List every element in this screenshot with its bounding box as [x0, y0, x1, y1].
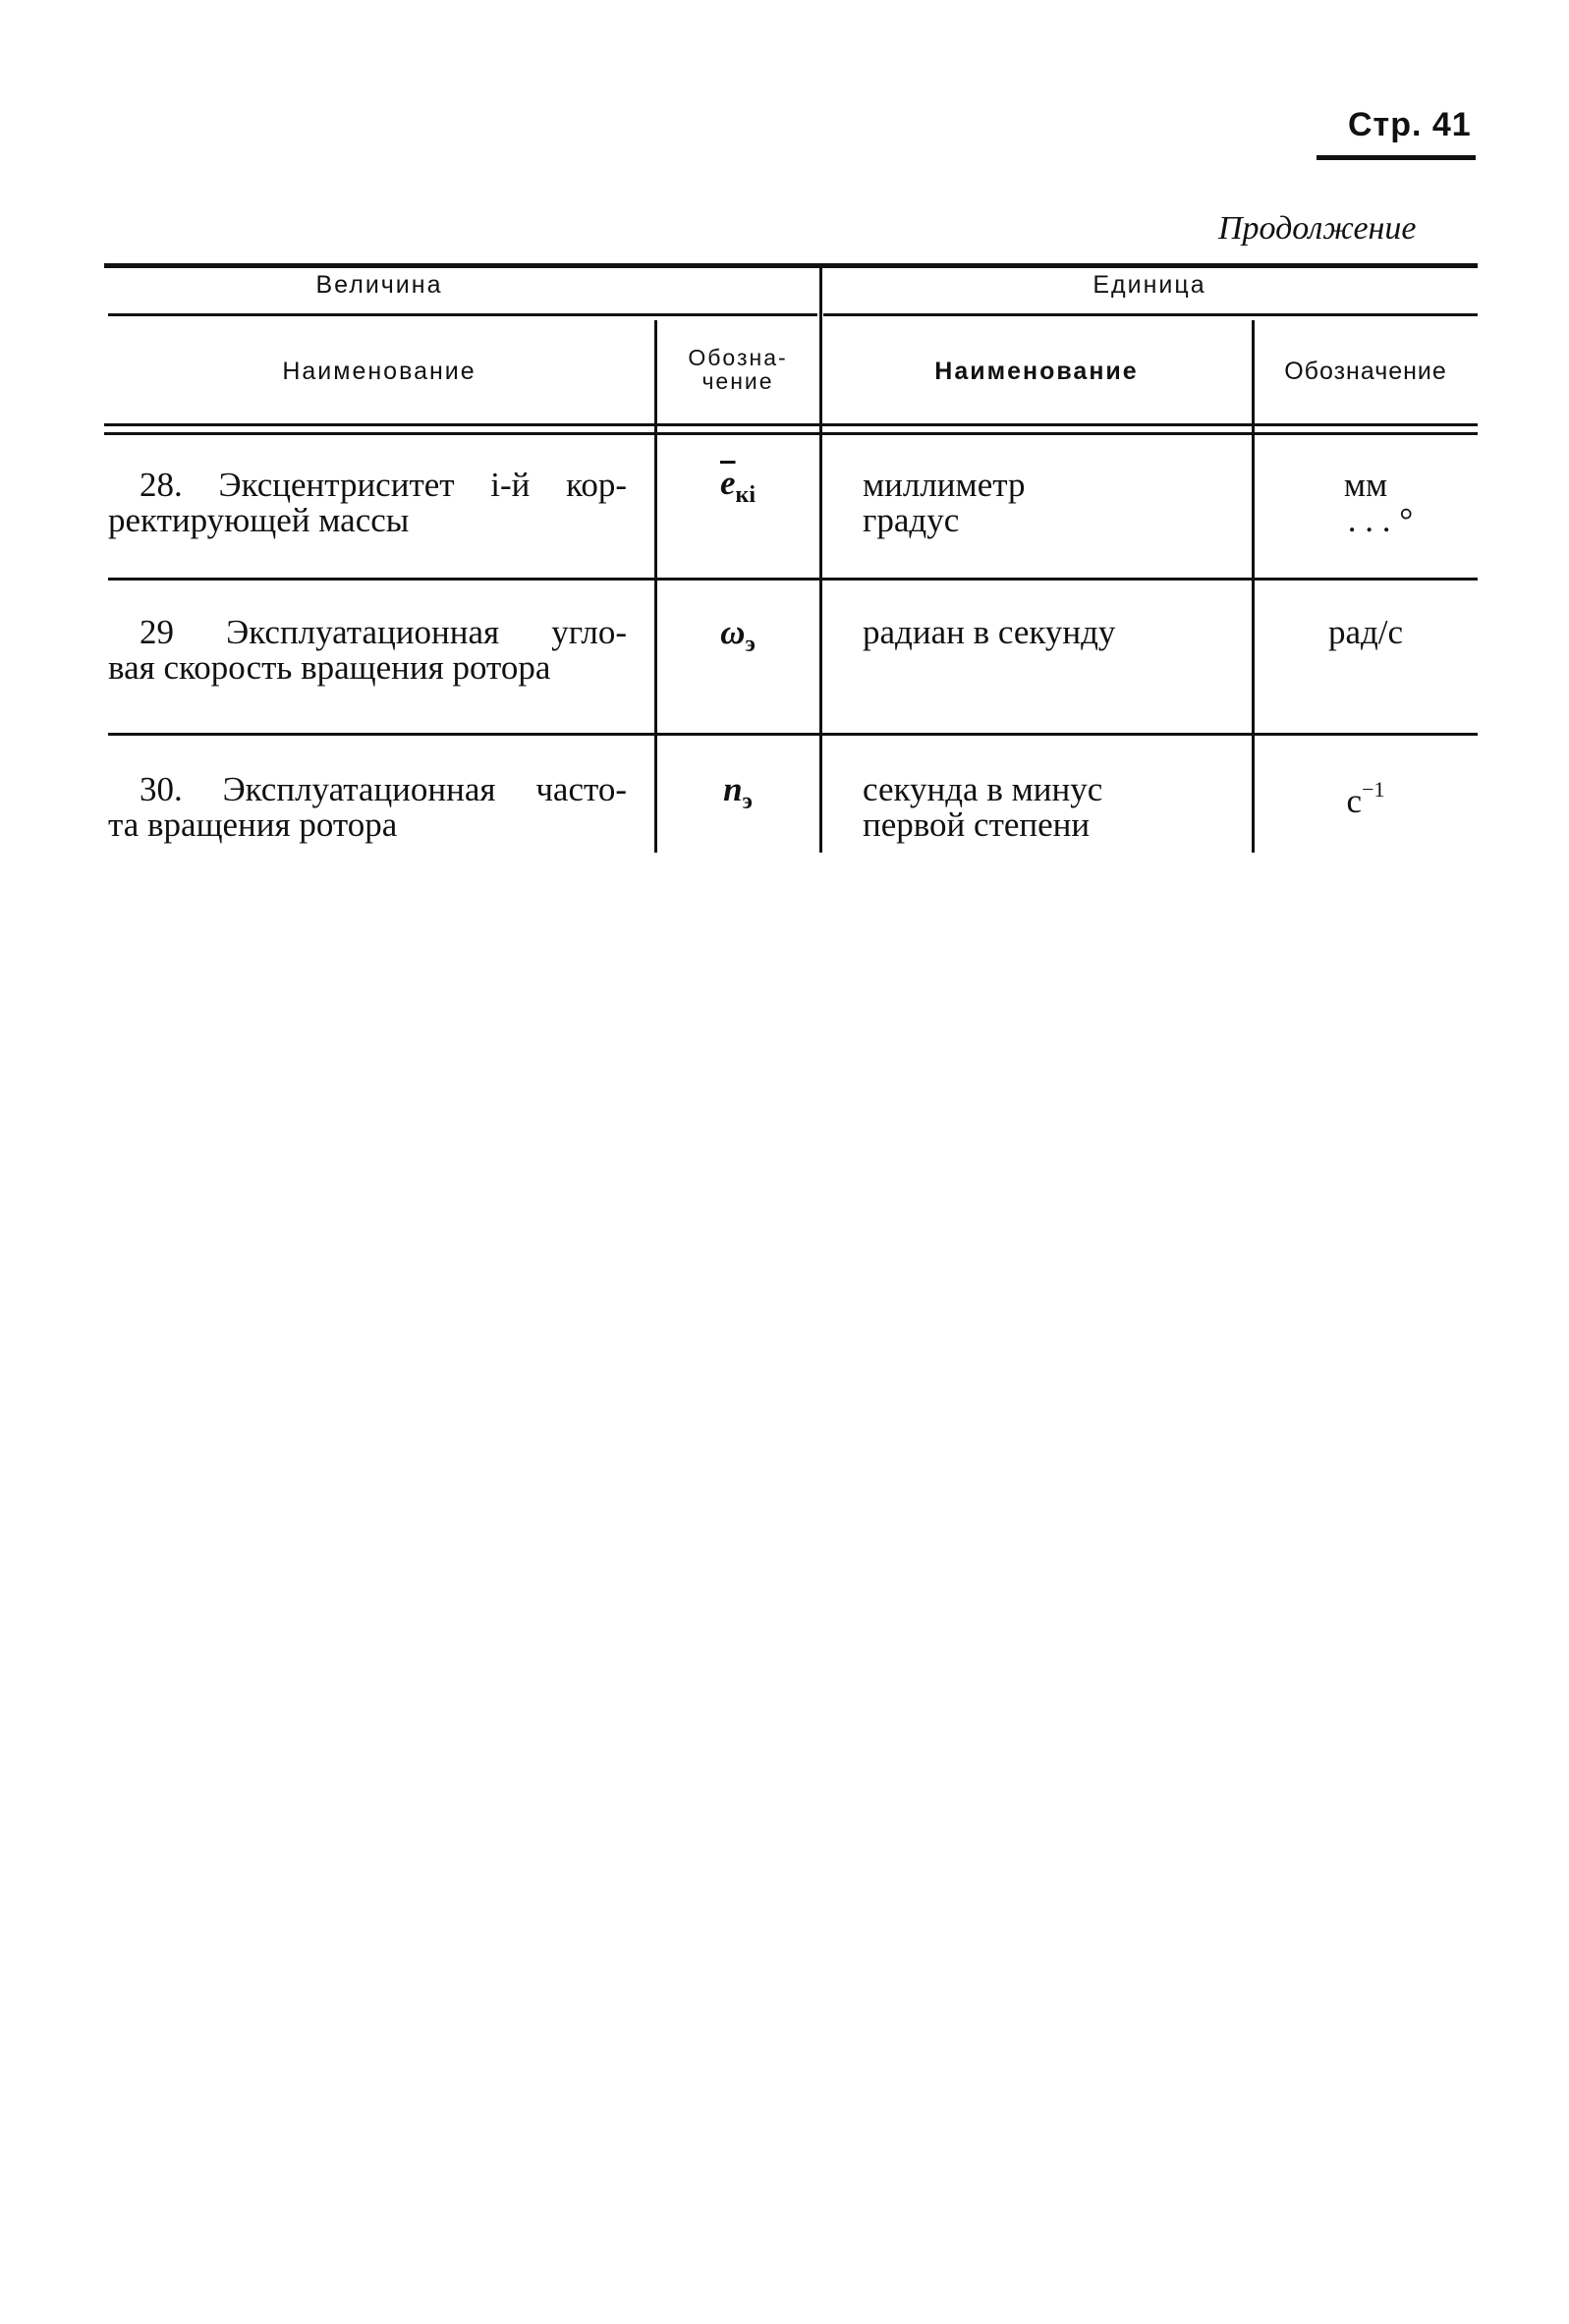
- column-header-quantity-symbol: [656, 346, 819, 393]
- group-header-rule-left: [108, 313, 817, 316]
- table-row: [108, 772, 627, 843]
- row-29-symbol-main: ω: [720, 613, 746, 651]
- column-header-unit-name: Наименование: [934, 358, 1139, 385]
- column-header-quantity-symbol-line1: Обозна-: [688, 345, 788, 370]
- row-28-unit-line2: градус: [863, 501, 960, 539]
- row-30-unit-line2: первой степени: [863, 805, 1091, 844]
- row-29-symbol: [656, 615, 819, 662]
- row-28-unit-name: [863, 468, 1236, 538]
- column-header-quantity-symbol-line2: чение: [701, 368, 774, 394]
- row-30-symbol-main: n: [723, 770, 743, 808]
- divider-quantity-unit: [819, 267, 822, 853]
- page-number-rule: [1317, 155, 1476, 160]
- row-30-unit-symbol: [1254, 772, 1478, 819]
- row-28-symbol-main: $\overline{e}$: [719, 464, 736, 502]
- group-header-unit: Единица: [1093, 271, 1206, 299]
- row-30-name-line2: та вращения ротора: [108, 805, 398, 844]
- header-bottom-rule-2: [104, 432, 1478, 435]
- row-30-name-line1: 30. Эксплуатационная часто-: [140, 770, 627, 808]
- row-30-unit-line1: секунда в минус: [863, 770, 1103, 808]
- table-row: [108, 468, 627, 538]
- group-header-rule-right: [823, 313, 1478, 316]
- row-29-name-line1: 29 Эксплуатационная угло-: [140, 613, 627, 651]
- row-rule-1: [108, 578, 1478, 581]
- row-28-unit-symbol: [1254, 468, 1478, 538]
- row-30-unit-name: [863, 772, 1236, 843]
- row-30-unit-symbol-sup: −1: [1362, 777, 1385, 802]
- row-28-unit-symbol-line2: . . . °: [1347, 501, 1414, 539]
- row-28-name-line2: ректирующей массы: [108, 501, 410, 539]
- row-28-unit-line1: миллиметр: [863, 466, 1026, 504]
- table-top-rule: [104, 263, 1478, 268]
- group-header-quantity: Величина: [315, 271, 443, 299]
- row-28-unit-symbol-line1: мм: [1343, 466, 1388, 504]
- row-29-unit-line1: радиан в секунду: [863, 613, 1116, 651]
- page-number: Стр. 41: [1348, 106, 1472, 143]
- row-29-unit-name: [863, 615, 1236, 650]
- row-30-symbol-sub: э: [742, 789, 753, 814]
- row-29-name-line2: вая скорость вращения ротора: [108, 648, 551, 687]
- continued-label: Продолжение: [1218, 210, 1417, 247]
- row-30-unit-symbol-base: с: [1346, 782, 1363, 820]
- column-header-quantity-name: Наименование: [282, 358, 476, 385]
- table-row: [108, 615, 627, 686]
- row-29-symbol-sub: э: [745, 632, 756, 657]
- row-30-symbol: [656, 772, 819, 819]
- row-28-symbol-sub: кi: [735, 482, 756, 508]
- column-header-unit-symbol: Обозначение: [1284, 358, 1447, 385]
- units-table: [104, 263, 1478, 853]
- row-28-name-line1: 28. Эксцентриситет i-й кор-: [140, 466, 627, 504]
- row-29-unit-symbol: [1254, 615, 1478, 650]
- header-bottom-rule-1: [104, 423, 1478, 426]
- row-28-symbol: [656, 466, 819, 513]
- row-29-unit-symbol-line1: рад/с: [1327, 613, 1404, 651]
- row-rule-2: [108, 733, 1478, 736]
